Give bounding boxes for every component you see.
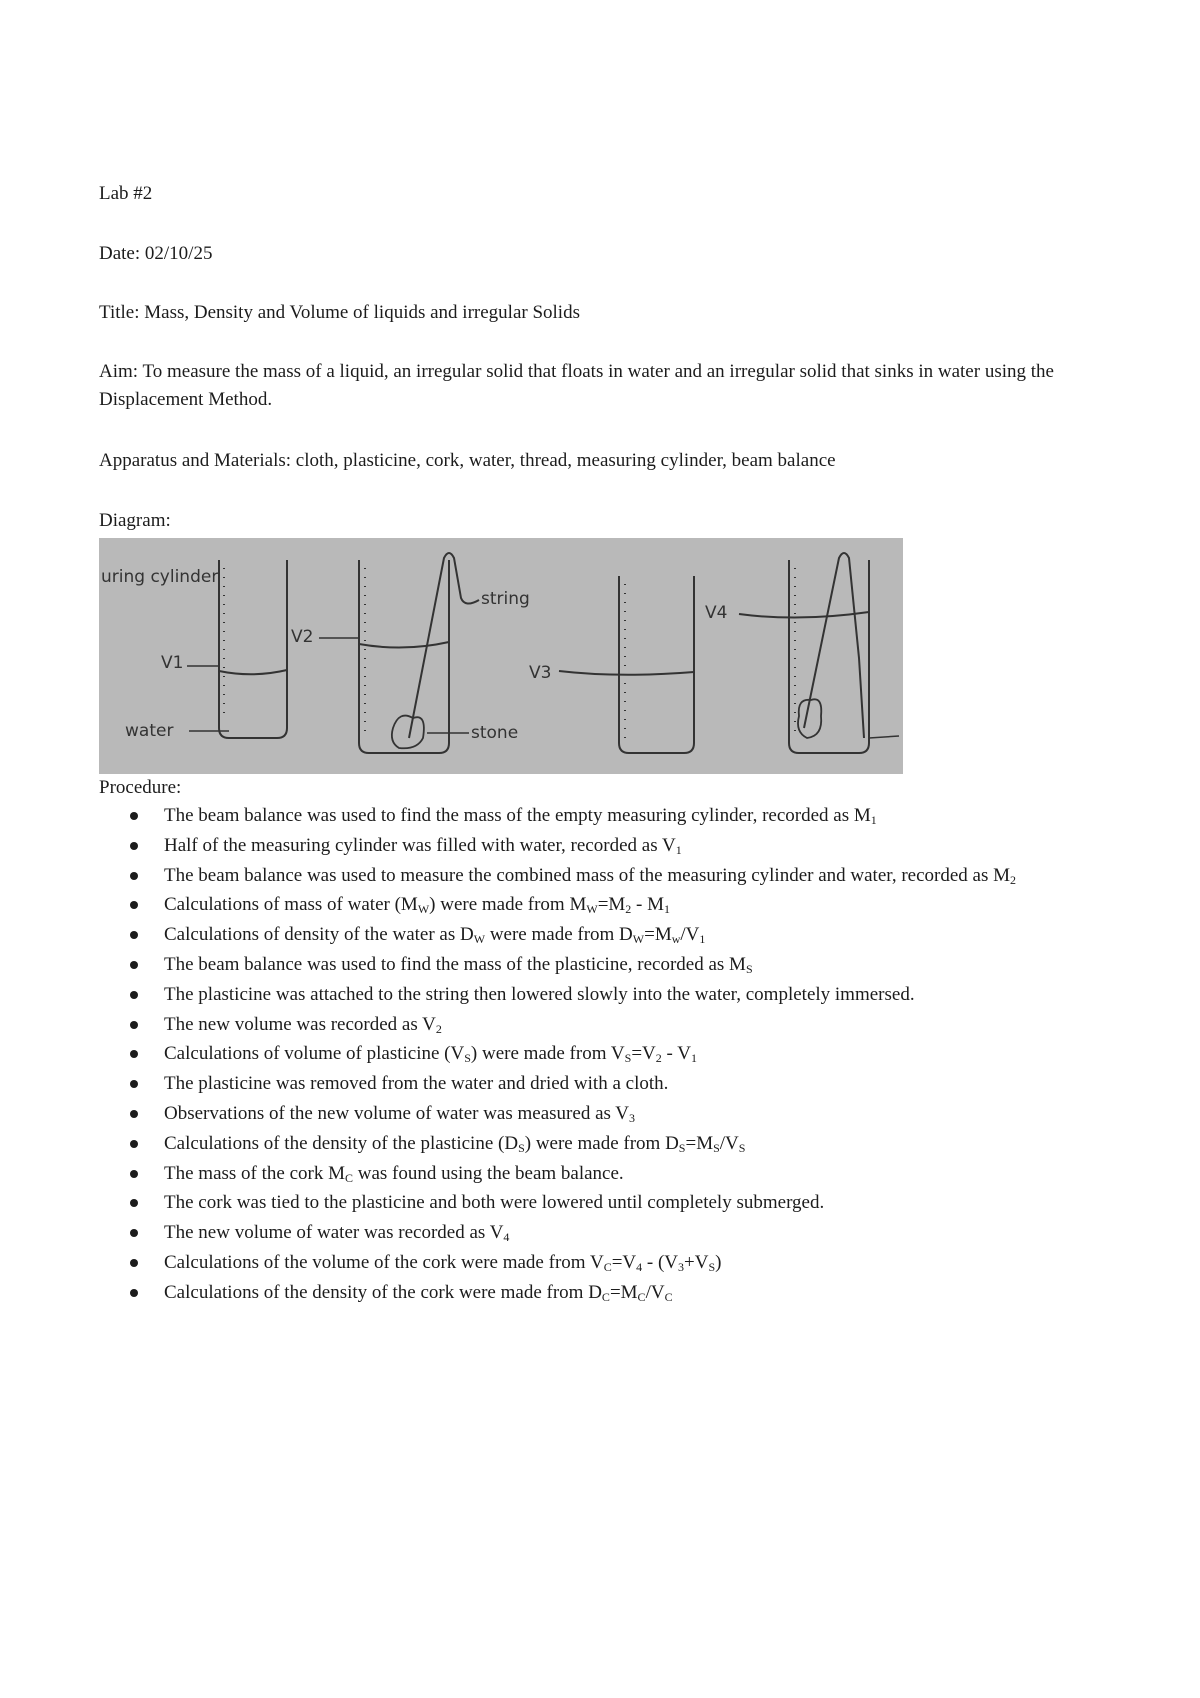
subscript: S <box>713 1140 720 1155</box>
step-text: /V <box>680 924 700 946</box>
diagram-figure <box>99 538 903 774</box>
subscript: 2 <box>435 1021 442 1036</box>
procedure-step <box>120 950 1120 980</box>
subscript: C <box>603 1259 612 1274</box>
label-string: string <box>481 589 530 609</box>
subscript: W <box>586 902 598 917</box>
step-text: was found using the beam balance. <box>353 1162 624 1184</box>
subscript: w <box>671 932 681 947</box>
step-text: Calculations of the density of the plasticine (D <box>164 1132 519 1154</box>
step-text: =M <box>609 1281 638 1303</box>
step-text: The plasticine was removed from the water and dried with a cloth. <box>164 1073 669 1095</box>
subscript: S <box>518 1140 525 1155</box>
bullet-icon <box>130 1289 138 1297</box>
stone <box>392 716 424 749</box>
step-text: ) were made from V <box>470 1043 625 1065</box>
procedure-step <box>120 890 1120 920</box>
bullet-icon <box>130 1110 138 1118</box>
subscript: 2 <box>655 1051 662 1066</box>
subscript: 4 <box>636 1259 643 1274</box>
subscript: S <box>745 961 753 976</box>
bullet-icon <box>130 1229 138 1237</box>
step-text: Calculations of volume of plasticine (V <box>164 1043 465 1065</box>
step-text: Calculations of the density of the cork were made from D <box>164 1281 602 1303</box>
procedure-step <box>120 1159 1120 1189</box>
step-text: The mass of the cork M <box>164 1162 345 1184</box>
procedure-step <box>120 920 1120 950</box>
subscript: S <box>678 1140 686 1155</box>
procedure-step <box>120 1218 1120 1248</box>
cylinder-1 <box>219 560 287 738</box>
step-text: =M <box>597 894 626 916</box>
label-water: water <box>125 721 174 741</box>
procedure-step <box>120 980 1120 1010</box>
step-text: =V <box>631 1043 656 1065</box>
step-text: Observations of the new volume of water was measured as V <box>164 1102 630 1124</box>
step-text: =V <box>611 1251 637 1273</box>
subscript: 1 <box>690 1051 697 1066</box>
water-level-3 <box>559 671 694 675</box>
procedure-step <box>120 1129 1120 1159</box>
procedure-step <box>120 1188 1120 1218</box>
bullet-icon <box>130 961 138 969</box>
procedure-step <box>120 1039 1120 1069</box>
subscript: C <box>601 1289 610 1304</box>
step-text: The new volume of water was recorded as V <box>164 1222 504 1244</box>
step-text: Calculations of density of the water as D <box>164 924 474 946</box>
procedure-step <box>120 1099 1120 1129</box>
bullet-icon <box>130 812 138 820</box>
procedure-step <box>120 1248 1120 1278</box>
label-stone: stone <box>471 723 519 743</box>
subscript: C <box>344 1170 353 1185</box>
step-text: - M <box>631 894 665 916</box>
step-text: ) were made from D <box>524 1132 679 1154</box>
step-text: - V <box>661 1043 691 1065</box>
subscript: 2 <box>1010 872 1017 887</box>
bullet-icon <box>130 901 138 909</box>
label-v2: V2 <box>291 627 314 647</box>
procedure-step <box>120 1278 1120 1308</box>
procedure-step <box>120 1069 1120 1099</box>
bullet-icon <box>130 1199 138 1207</box>
bullet-icon <box>130 1140 138 1148</box>
subscript: 1 <box>675 842 682 857</box>
step-text: - (V <box>642 1251 679 1273</box>
diagram-heading: Diagram: <box>99 510 171 531</box>
diagram-svg <box>99 538 903 774</box>
label-v1: V1 <box>161 653 184 673</box>
pointer-cork <box>869 736 899 738</box>
bullet-icon <box>130 1050 138 1058</box>
water-level-4 <box>739 612 869 618</box>
step-text: Calculations of the volume of the cork were made from V <box>164 1251 604 1273</box>
procedure-step <box>120 1010 1120 1040</box>
bullet-icon <box>130 872 138 880</box>
subscript: S <box>738 1140 746 1155</box>
subscript: W <box>473 932 486 947</box>
apparatus-line: Apparatus and Materials: cloth, plasticine, cork, water, thread, measuring cylinder, beam balance <box>99 450 836 471</box>
subscript: 3 <box>678 1259 685 1274</box>
step-text: =M <box>685 1132 714 1154</box>
water-level-1 <box>219 670 287 674</box>
subscript: S <box>708 1259 716 1274</box>
step-text: The beam balance was used to find the mass of the empty measuring cylinder, recorded as M <box>164 805 871 826</box>
bullet-icon <box>130 842 138 850</box>
step-text: The beam balance was used to find the mass of the plasticine, recorded as M <box>164 953 746 975</box>
label-v4: V4 <box>705 603 728 623</box>
step-text: The plasticine was attached to the string then lowered slowly into the water, completely immersed. <box>164 983 915 1005</box>
label-measuring-cylinder: uring cylinder <box>101 567 219 587</box>
bullet-icon <box>130 1170 138 1178</box>
aim-paragraph: Aim: To measure the mass of a liquid, an irregular solid that floats in water and an irregular solid that sinks in water using the Displacement Method. <box>99 361 1054 410</box>
step-text: The cork was tied to the plasticine and both were lowered until completely submerged. <box>164 1192 825 1214</box>
lab-number: Lab #2 <box>99 183 153 204</box>
bullet-icon <box>130 991 138 999</box>
step-text: =M <box>644 924 672 946</box>
title-line: Title: Mass, Density and Volume of liquids and irregular Solids <box>99 302 580 323</box>
procedure-list <box>120 801 1120 1308</box>
bullet-icon <box>130 1259 138 1267</box>
water-level-2 <box>359 642 449 648</box>
step-text: /V <box>719 1132 739 1154</box>
step-text: /V <box>645 1281 665 1303</box>
cylinder-4 <box>789 560 869 753</box>
subscript: 3 <box>629 1110 636 1125</box>
bullet-icon <box>130 1021 138 1029</box>
subscript: W <box>417 902 430 917</box>
step-text: +V <box>684 1251 709 1273</box>
bullet-icon <box>130 1080 138 1088</box>
subscript: 1 <box>870 813 877 827</box>
subscript: S <box>624 1051 632 1066</box>
string-2 <box>409 553 479 738</box>
subscript: 1 <box>664 902 671 917</box>
step-text: Calculations of mass of water (M <box>164 894 418 916</box>
procedure-step <box>120 831 1120 861</box>
step-text: ) were made from M <box>429 894 587 916</box>
subscript: S <box>464 1051 471 1066</box>
step-text: were made from D <box>485 924 633 946</box>
subscript: 4 <box>503 1230 510 1245</box>
subscript: 2 <box>625 902 632 917</box>
procedure-step <box>120 861 1120 891</box>
subscript: W <box>632 932 645 947</box>
step-text: The beam balance was used to measure the combined mass of the measuring cylinder and water, recorded as M <box>164 864 1011 886</box>
subscript: C <box>664 1289 673 1304</box>
step-text: The new volume was recorded as V <box>164 1013 436 1035</box>
cylinder-2 <box>359 560 449 753</box>
subscript: 1 <box>699 932 706 947</box>
subscript: C <box>637 1289 646 1304</box>
step-text: Half of the measuring cylinder was filled with water, recorded as V <box>164 834 676 856</box>
bullet-icon <box>130 931 138 939</box>
string-4 <box>804 553 864 738</box>
procedure-heading: Procedure: <box>99 777 182 798</box>
date-line: Date: 02/10/25 <box>99 243 213 264</box>
step-text: ) <box>715 1251 722 1273</box>
procedure-step <box>120 801 1120 831</box>
cylinder-3 <box>619 576 694 753</box>
label-v3: V3 <box>529 663 552 683</box>
